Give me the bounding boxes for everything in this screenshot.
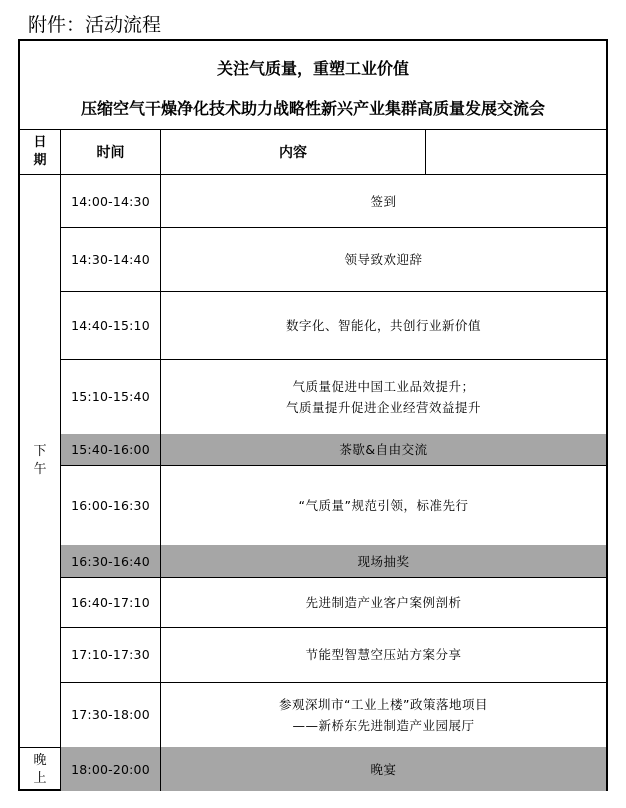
row-time: 18:00-20:00 xyxy=(71,761,150,777)
row-time: 17:10-17:30 xyxy=(71,647,150,662)
period-evening xyxy=(20,748,60,791)
row-time: 15:40-16:00 xyxy=(71,442,150,457)
row-content xyxy=(161,175,606,227)
header-content: 内容 xyxy=(279,145,307,161)
row-content-line: 签到 xyxy=(370,193,397,209)
row-content xyxy=(161,465,606,545)
row-content-line: ——新桥东先进制造产业园展厅 xyxy=(292,717,475,733)
row-content xyxy=(161,682,606,747)
event-title-line2: 压缩空气干燥净化技术助力战略性新兴产业集群高质量发展交流会 xyxy=(80,98,545,118)
divider xyxy=(160,175,161,791)
schedule-table xyxy=(18,39,608,791)
period-evening-label: 晚上 xyxy=(33,752,47,786)
row-time: 16:00-16:30 xyxy=(71,497,150,513)
row-time: 14:40-15:10 xyxy=(71,317,150,333)
row-content xyxy=(161,747,606,791)
row-content-line: 茶歇&自由交流 xyxy=(339,442,428,457)
row-time: 14:00-14:30 xyxy=(71,193,150,209)
row-content xyxy=(161,627,606,682)
row-content-line: “气质量”规范引领，标准先行 xyxy=(298,497,469,513)
row-content xyxy=(161,577,606,627)
row-content xyxy=(161,545,606,577)
row-time: 17:30-18:00 xyxy=(71,707,150,722)
period-afternoon xyxy=(20,175,60,747)
row-content-line: 数字化、智能化，共创行业新价值 xyxy=(285,317,481,333)
row-content xyxy=(161,227,606,291)
divider xyxy=(425,130,426,174)
row-content-line: 气质量提升促进企业经营效益提升 xyxy=(285,399,481,415)
row-content-line: 先进制造产业客户案例剖析 xyxy=(305,594,462,610)
attachment-label: 附件：活动流程 xyxy=(28,14,162,36)
row-time: 15:10-15:40 xyxy=(71,389,150,404)
event-title-line1: 关注气质量，重塑工业价值 xyxy=(216,58,409,78)
row-time: 16:30-16:40 xyxy=(71,553,150,569)
row-content-line: 气质量促进中国工业品效提升； xyxy=(292,378,475,394)
row-time: 16:40-17:10 xyxy=(71,594,150,610)
row-time: 14:30-14:40 xyxy=(71,251,150,267)
row-content-line: 现场抽奖 xyxy=(357,553,410,569)
period-afternoon-label: 下午 xyxy=(33,444,47,477)
header-date-label: 日期 xyxy=(33,135,47,168)
row-content-line: 晚宴 xyxy=(370,761,397,777)
row-content-line: 领导致欢迎辞 xyxy=(344,251,423,267)
header-date xyxy=(20,130,60,174)
row-content xyxy=(161,359,606,434)
header-time: 时间 xyxy=(96,145,125,161)
row-content xyxy=(161,434,606,465)
row-content xyxy=(161,291,606,359)
row-content-line: 参观深圳市“工业上楼”政策落地项目 xyxy=(279,696,488,712)
row-content-line: 节能型智慧空压站方案分享 xyxy=(305,647,462,662)
